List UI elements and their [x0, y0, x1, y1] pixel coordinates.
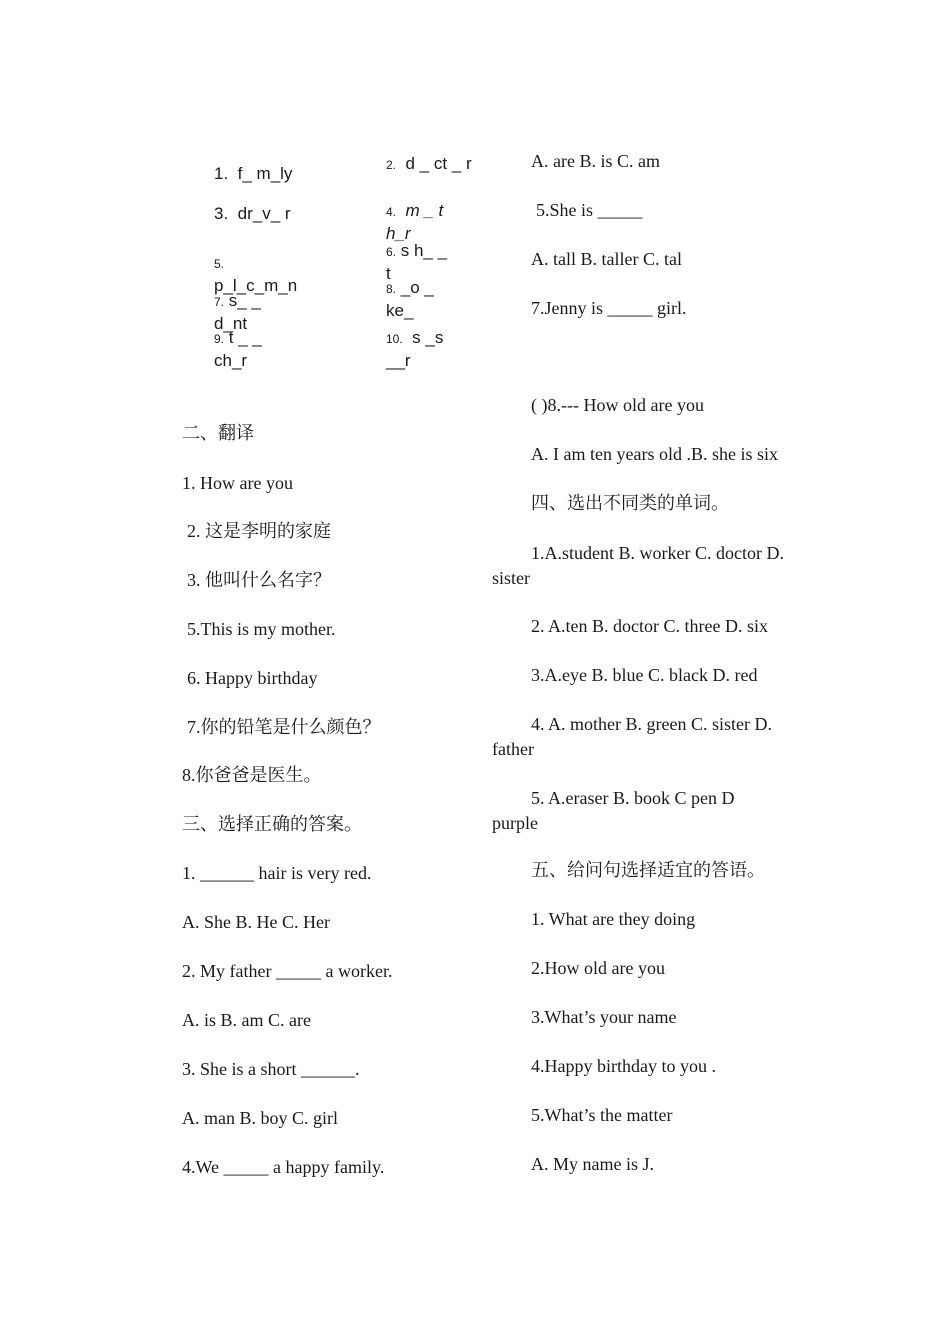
section-heading-translate: 二、翻译	[182, 423, 254, 443]
choose-options: A. is B. am C. are	[182, 1010, 311, 1030]
spelling-word: s_ _d_nt	[214, 291, 261, 333]
spelling-num: 2.	[386, 158, 397, 172]
spelling-num: 9.	[214, 332, 225, 346]
choose-options: A. tall B. taller C. tal	[531, 249, 682, 269]
spelling-word: m _ th_r	[386, 201, 444, 243]
answer-question: 4.Happy birthday to you .	[531, 1056, 716, 1076]
choose-options: A. She B. He C. Her	[182, 912, 330, 932]
odd-one-out-item: 5. A.eraser B. book C pen D purple	[492, 788, 735, 833]
spelling-word: d _ ct _ r	[405, 154, 472, 173]
answer-option: A. My name is J.	[531, 1154, 654, 1174]
spelling-num: 1.	[214, 164, 229, 183]
spelling-word: _o _ke_	[386, 278, 434, 320]
choose-question: 3. She is a short ______.	[182, 1059, 360, 1079]
translate-item: 7.你的铅笔是什么颜色？	[187, 717, 381, 737]
choose-question: 5.She is _____	[536, 200, 643, 220]
spelling-num: 6.	[386, 245, 397, 259]
odd-one-out-item: 4. A. mother B. green C. sister D. father	[492, 714, 772, 759]
choose-question: ( )8.--- How old are you	[531, 395, 704, 415]
spelling-num: 5.	[214, 257, 225, 271]
spelling-word: s _s __r	[386, 328, 444, 370]
answer-question: 3.What’s your name	[531, 1007, 677, 1027]
spelling-num: 8.	[386, 282, 397, 296]
spelling-word: dr_v_ r	[237, 204, 291, 223]
choose-question: 7.Jenny is _____ girl.	[531, 298, 687, 318]
choose-options: A. I am ten years old .B. she is six	[531, 444, 778, 464]
section-heading-choose: 三、选择正确的答案。	[182, 814, 362, 834]
spelling-num: 4.	[386, 205, 397, 219]
translate-item: 2. 这是李明的家庭	[187, 521, 331, 541]
spelling-num: 7.	[214, 295, 225, 309]
choose-question: 1. ______ hair is very red.	[182, 863, 372, 883]
choose-question: 4.We _____ a happy family.	[182, 1157, 385, 1177]
translate-item: 6. Happy birthday	[187, 668, 318, 688]
spelling-item-2	[386, 153, 476, 176]
spelling-word: p_l_c_m_n	[214, 276, 298, 295]
spelling-word: f_ m_ly	[237, 164, 293, 183]
translate-item: 1. How are you	[182, 473, 293, 493]
section-heading-answers: 五、给问句选择适宜的答语。	[531, 860, 765, 880]
answer-question: 5.What’s the matter	[531, 1105, 673, 1125]
spelling-num: 10.	[386, 332, 403, 346]
spelling-item-9	[214, 327, 266, 372]
spelling-item-1	[214, 163, 314, 185]
spelling-item-10	[386, 327, 456, 372]
translate-item: 3. 他叫什么名字？	[187, 570, 331, 590]
spelling-num: 3.	[214, 204, 229, 223]
spelling-item-8	[386, 277, 436, 322]
section-heading-odd-one-out: 四、选出不同类的单词。	[531, 493, 729, 513]
answer-question: 2.How old are you	[531, 958, 665, 978]
answer-question: 1. What are they doing	[531, 909, 696, 929]
spelling-item-3	[214, 203, 294, 225]
odd-one-out-item: 3.A.eye B. blue C. black D. red	[531, 665, 758, 685]
spelling-word: s h_ _t	[386, 241, 448, 283]
spelling-word: t _ _ch_r	[214, 328, 262, 370]
choose-question: 2. My father _____ a worker.	[182, 961, 393, 981]
odd-one-out-item: 2. A.ten B. doctor C. three D. six	[531, 616, 768, 636]
choose-options: A. man B. boy C. girl	[182, 1108, 338, 1128]
odd-one-out-item: 1.A.student B. worker C. doctor D. sister	[492, 543, 784, 588]
translate-item: 8.你爸爸是医生。	[182, 765, 322, 785]
spelling-item-4	[386, 200, 448, 245]
choose-options: A. are B. is C. am	[531, 151, 660, 171]
translate-item: 5.This is my mother.	[187, 619, 336, 639]
